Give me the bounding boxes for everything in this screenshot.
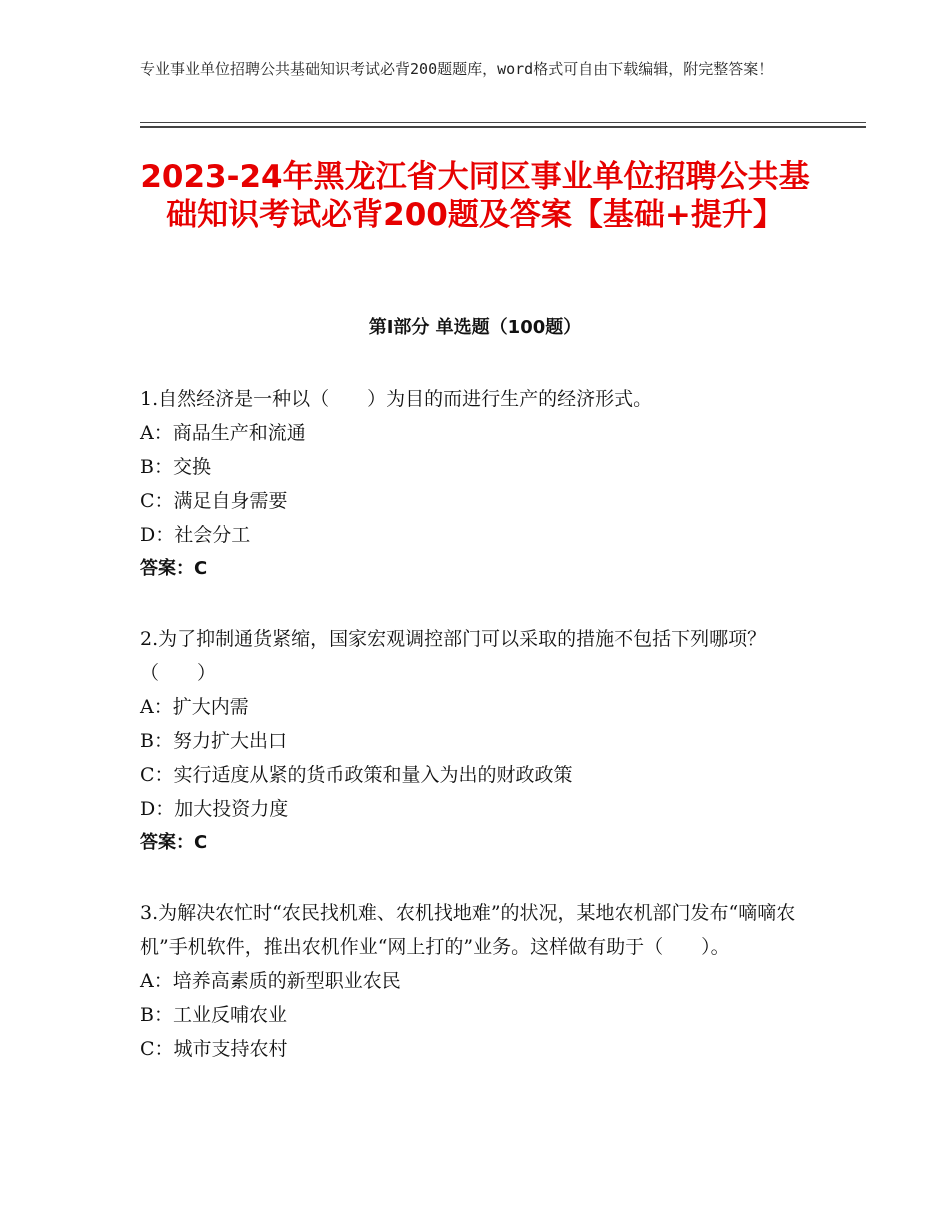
header-note: 专业事业单位招聘公共基础知识考试必背200题题库，word格式可自由下载编辑，附完整答案！ — [140, 60, 774, 78]
answer: 答案：C — [140, 558, 208, 579]
document-title: 2023-24年黑龙江省大同区事业单位招聘公共基础知识考试必背200题及答案【基础+提升】 — [140, 159, 810, 233]
section-heading: 第I部分 单选题（100题） — [368, 317, 582, 338]
option-c: C：城市支持农村 — [140, 1038, 288, 1060]
header-divider-thin — [140, 122, 866, 123]
question-stem: 2.为了抑制通货紧缩，国家宏观调控部门可以采取的措施不包括下列哪项？（ ） — [140, 628, 767, 684]
option-b: B：工业反哺农业 — [140, 1004, 287, 1026]
question-2 — [140, 622, 820, 860]
option-c: C：实行适度从紧的货币政策和量入为出的财政政策 — [140, 764, 573, 786]
option-b: B：努力扩大出口 — [140, 730, 287, 752]
option-b: B：交换 — [140, 456, 211, 478]
question-stem: 1.自然经济是一种以（ ）为目的而进行生产的经济形式。 — [140, 388, 653, 410]
option-d: D：加大投资力度 — [140, 798, 289, 820]
option-a: A：培养高素质的新型职业农民 — [140, 970, 401, 992]
question-list — [140, 382, 820, 1102]
question-stem: 3.为解决农忙时“农民找机难、农机找地难”的状况，某地农机部门发布“嘀嘀农机”手机软件，推出农机作业“网上打的”业务。这样做有助于（ ）。 — [140, 902, 796, 958]
option-c: C：满足自身需要 — [140, 490, 288, 512]
header-divider-thick — [140, 126, 866, 128]
question-1 — [140, 382, 820, 586]
question-3 — [140, 896, 820, 1066]
option-a: A：商品生产和流通 — [140, 422, 306, 444]
option-a: A：扩大内需 — [140, 696, 249, 718]
option-d: D：社会分工 — [140, 524, 251, 546]
answer: 答案：C — [140, 832, 208, 853]
